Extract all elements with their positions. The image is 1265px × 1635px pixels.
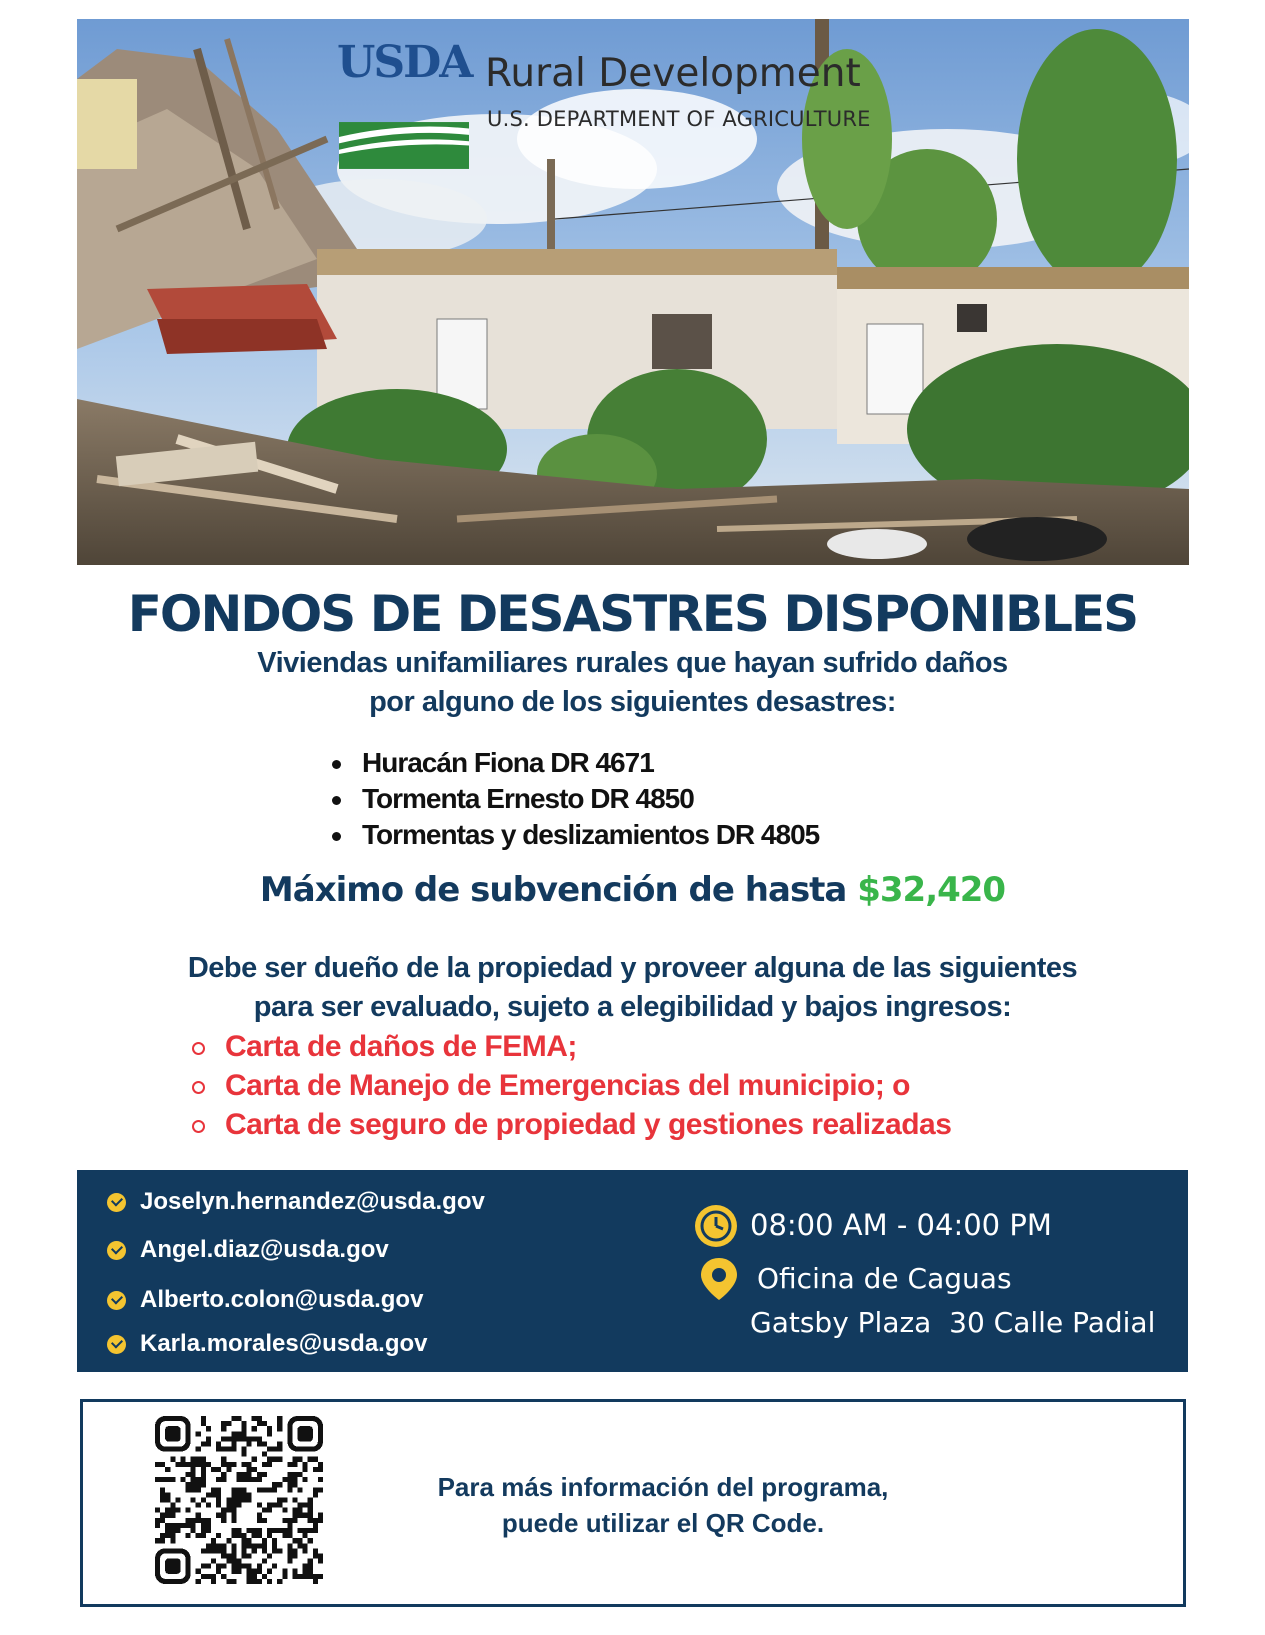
office-name: Oficina de Caguas [757, 1262, 1012, 1295]
disaster-list [330, 745, 819, 853]
contact-email[interactable] [107, 1188, 485, 1216]
contact-email-text: Alberto.colon@usda.gov [140, 1286, 424, 1313]
usda-letters: USDA [337, 37, 472, 88]
document-list [190, 1027, 951, 1144]
qr-text-line-2: puede utilizar el QR Code. [501, 1508, 825, 1538]
contact-email-text: Karla.morales@usda.gov [140, 1330, 428, 1357]
hero-photo [77, 19, 1189, 565]
usda-logo-mark [337, 37, 472, 142]
contact-email[interactable] [107, 1330, 428, 1358]
contact-email[interactable] [107, 1236, 389, 1264]
office-hours: 08:00 AM - 04:00 PM [750, 1208, 1052, 1242]
max-grant-label: Máximo de subvención de hasta [259, 870, 847, 910]
qr-text-line-1: Para más información del programa, [437, 1472, 889, 1502]
qr-code-icon[interactable] [155, 1416, 323, 1584]
check-circle-icon [107, 1193, 126, 1212]
disaster-item: Tormenta Ernesto DR 4850 [330, 781, 819, 817]
page-headline: FONDOS DE DESASTRES DISPONIBLES [127, 585, 1138, 643]
max-grant-amount: $32,420 [857, 870, 1006, 910]
intro-line-1: Viviendas unifamiliares rurales que hayan sufrido daños [257, 647, 1008, 679]
document-item: Carta de Manejo de Emergencias del municipio; o [190, 1066, 951, 1105]
check-circle-icon [107, 1291, 126, 1310]
clock-icon [694, 1204, 738, 1248]
rural-development-title: Rural Development [485, 51, 861, 96]
contact-email[interactable] [107, 1286, 423, 1314]
check-circle-icon [107, 1241, 126, 1260]
map-pin-icon [699, 1256, 739, 1302]
check-circle-icon [107, 1335, 126, 1354]
office-address: Gatsby Plaza 30 Calle Padial [750, 1306, 1156, 1339]
requirements-line-1: Debe ser dueño de la propiedad y proveer alguna de las siguientes [187, 952, 1078, 984]
contact-email-text: Joselyn.hernandez@usda.gov [140, 1188, 485, 1215]
department-subtitle: U.S. DEPARTMENT OF AGRICULTURE [487, 107, 871, 131]
contact-band [77, 1170, 1188, 1372]
disaster-item: Tormentas y deslizamientos DR 4805 [330, 817, 819, 853]
contact-email-text: Angel.diaz@usda.gov [140, 1236, 389, 1263]
disaster-item: Huracán Fiona DR 4671 [330, 745, 819, 781]
document-item: Carta de daños de FEMA; [190, 1027, 951, 1066]
max-grant-line [0, 870, 1265, 910]
intro-line-2: por alguno de los siguientes desastres: [369, 686, 896, 718]
document-item: Carta de seguro de propiedad y gestiones realizadas [190, 1105, 951, 1144]
requirements-line-2: para ser evaluado, sujeto a elegibilidad y bajos ingresos: [253, 991, 1012, 1023]
usda-rural-development-logo [337, 37, 902, 142]
qr-info-box [80, 1399, 1186, 1607]
usda-field-icon [339, 93, 469, 198]
